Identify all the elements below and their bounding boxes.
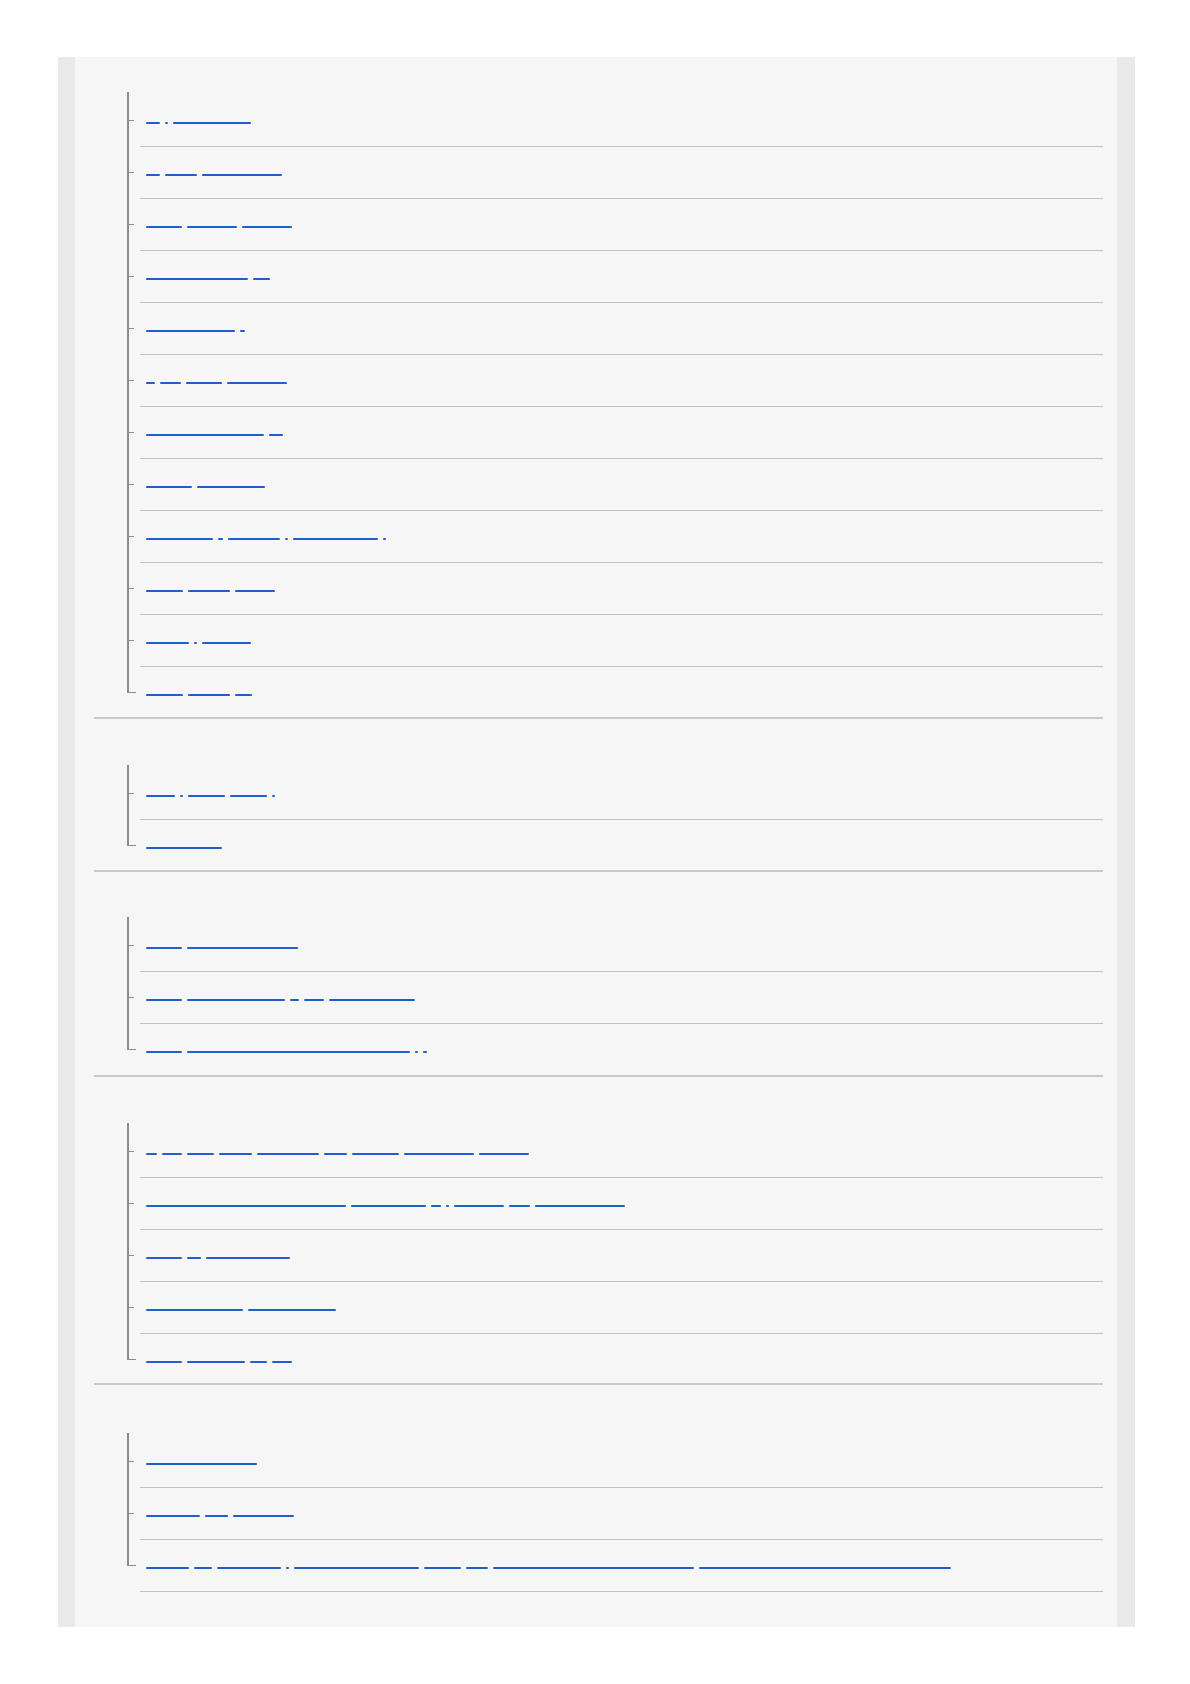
link-text-stroke	[146, 1309, 243, 1311]
link-text-stroke	[146, 1153, 157, 1155]
tree-branch	[127, 484, 134, 485]
list-item	[127, 511, 1103, 563]
topic-link[interactable]	[146, 781, 275, 797]
link-text-stroke	[173, 122, 251, 124]
link-text-stroke	[146, 278, 248, 280]
link-text-stroke	[162, 1153, 182, 1155]
tree-branch	[127, 692, 136, 693]
topic-link[interactable]	[146, 576, 275, 592]
link-text-stroke	[194, 1567, 212, 1569]
group-divider	[94, 1383, 1103, 1385]
link-text-stroke	[352, 1153, 399, 1155]
topic-link[interactable]	[146, 1191, 625, 1207]
tree-branch	[127, 1565, 136, 1566]
link-text-stroke	[146, 694, 183, 696]
link-text-stroke	[431, 1205, 441, 1207]
list-item	[127, 1024, 1103, 1076]
link-text-stroke	[351, 1205, 426, 1207]
list-item	[127, 251, 1103, 303]
group-divider	[94, 870, 1103, 872]
link-text-stroke	[187, 1257, 201, 1259]
list-item	[127, 768, 1103, 820]
tree-branch	[127, 120, 134, 121]
link-text-stroke	[304, 999, 324, 1001]
list-item	[127, 407, 1103, 459]
link-text-stroke	[146, 1515, 200, 1517]
list-item	[127, 667, 1103, 719]
tree-branch	[127, 588, 134, 589]
group-divider	[94, 1075, 1103, 1077]
topic-link[interactable]	[146, 833, 222, 849]
link-text-stroke	[240, 330, 245, 332]
link-text-stroke	[202, 174, 282, 176]
link-text-stroke	[165, 122, 168, 124]
topic-link[interactable]	[146, 316, 245, 332]
link-text-stroke	[286, 1567, 289, 1569]
tree-branch	[127, 1359, 136, 1360]
link-text-stroke	[165, 174, 197, 176]
link-text-stroke	[329, 999, 415, 1001]
link-text-stroke	[146, 1361, 182, 1363]
list-item	[127, 199, 1103, 251]
link-text-stroke	[424, 1567, 461, 1569]
link-groups	[75, 57, 1117, 1627]
link-text-stroke	[202, 642, 251, 644]
link-text-stroke	[146, 1051, 182, 1053]
link-text-stroke	[235, 590, 275, 592]
link-text-stroke	[146, 642, 189, 644]
topic-link[interactable]	[146, 524, 386, 540]
topic-link[interactable]	[146, 1347, 292, 1363]
link-text-stroke	[206, 1257, 290, 1259]
link-text-stroke	[415, 1051, 418, 1053]
link-text-stroke	[285, 538, 288, 540]
link-text-stroke	[146, 538, 213, 540]
link-text-stroke	[146, 226, 182, 228]
tree-branch	[127, 172, 134, 173]
list-item	[127, 972, 1103, 1024]
link-text-stroke	[197, 486, 265, 488]
link-text-stroke	[253, 278, 270, 280]
link-text-stroke	[294, 1567, 419, 1569]
link-text-stroke	[146, 434, 264, 436]
tree-branch	[127, 1203, 134, 1204]
link-text-stroke	[187, 226, 237, 228]
link-text-stroke	[187, 1051, 410, 1053]
link-text-stroke	[146, 847, 222, 849]
topic-link[interactable]	[146, 1295, 336, 1311]
link-text-stroke	[146, 486, 192, 488]
link-text-stroke	[187, 947, 298, 949]
tree-branch	[127, 328, 134, 329]
link-text-stroke	[235, 694, 252, 696]
link-text-stroke	[146, 1205, 346, 1207]
content-panel	[75, 57, 1117, 1627]
list-item	[127, 920, 1103, 972]
link-text-stroke	[250, 1361, 267, 1363]
list-item	[127, 1540, 1103, 1592]
tree-branch	[127, 845, 136, 846]
link-text-stroke	[146, 947, 182, 949]
link-text-stroke	[188, 795, 225, 797]
tree-branch	[127, 1307, 134, 1308]
link-text-stroke	[269, 434, 283, 436]
link-text-stroke	[160, 382, 181, 384]
topic-link[interactable]	[146, 1501, 294, 1517]
link-text-stroke	[219, 1153, 252, 1155]
topic-link[interactable]	[146, 680, 252, 696]
tree-branch	[127, 432, 134, 433]
link-text-stroke	[146, 122, 160, 124]
link-text-stroke	[509, 1205, 530, 1207]
link-text-stroke	[423, 1051, 427, 1053]
topic-link[interactable]	[146, 264, 270, 280]
list-item	[127, 563, 1103, 615]
tree-branch	[127, 1461, 134, 1462]
link-text-stroke	[227, 382, 287, 384]
topic-link[interactable]	[146, 108, 251, 124]
group-divider	[94, 717, 1103, 719]
link-text-stroke	[466, 1567, 488, 1569]
link-text-stroke	[479, 1153, 529, 1155]
tree-branch	[127, 997, 134, 998]
link-text-stroke	[324, 1153, 347, 1155]
topic-link[interactable]	[146, 420, 283, 436]
link-text-stroke	[194, 642, 197, 644]
link-text-stroke	[180, 795, 183, 797]
list-item	[127, 1282, 1103, 1334]
list-item	[127, 1230, 1103, 1282]
row-divider	[140, 1591, 1103, 1592]
tree-branch	[127, 1151, 134, 1152]
list-item	[127, 147, 1103, 199]
link-text-stroke	[217, 1567, 281, 1569]
link-text-stroke	[493, 1567, 694, 1569]
list-item	[127, 1178, 1103, 1230]
tree-branch	[127, 536, 134, 537]
tree-branch	[127, 793, 134, 794]
link-text-stroke	[146, 174, 160, 176]
topic-link[interactable]	[146, 628, 251, 644]
list-item	[127, 303, 1103, 355]
list-item	[127, 1334, 1103, 1386]
link-text-stroke	[242, 226, 292, 228]
link-text-stroke	[228, 538, 280, 540]
tree-branch	[127, 224, 134, 225]
link-text-stroke	[230, 795, 267, 797]
link-text-stroke	[404, 1153, 474, 1155]
topic-link[interactable]	[146, 933, 298, 949]
link-text-stroke	[186, 382, 222, 384]
list-item	[127, 1436, 1103, 1488]
link-text-stroke	[233, 1515, 294, 1517]
link-text-stroke	[188, 590, 230, 592]
topic-link[interactable]	[146, 212, 292, 228]
link-text-stroke	[248, 1309, 336, 1311]
topic-link[interactable]	[146, 985, 415, 1001]
link-text-stroke	[188, 694, 230, 696]
link-text-stroke	[146, 1257, 182, 1259]
link-text-stroke	[146, 1567, 189, 1569]
link-text-stroke	[187, 1361, 245, 1363]
list-item	[127, 1126, 1103, 1178]
topic-link[interactable]	[146, 472, 265, 488]
link-text-stroke	[383, 538, 386, 540]
tree-branch	[127, 1049, 136, 1050]
topic-link[interactable]	[146, 1139, 529, 1155]
topic-link[interactable]	[146, 1243, 290, 1259]
list-item	[127, 95, 1103, 147]
list-item	[127, 1488, 1103, 1540]
link-text-stroke	[146, 382, 155, 384]
tree-branch	[127, 380, 134, 381]
link-text-stroke	[146, 590, 183, 592]
list-item	[127, 820, 1103, 872]
tree-branch	[127, 945, 134, 946]
link-text-stroke	[146, 330, 235, 332]
link-text-stroke	[146, 999, 182, 1001]
topic-link[interactable]	[146, 160, 282, 176]
link-text-stroke	[272, 795, 275, 797]
topic-link[interactable]	[146, 1553, 951, 1569]
list-item	[127, 615, 1103, 667]
link-text-stroke	[454, 1205, 504, 1207]
link-text-stroke	[205, 1515, 228, 1517]
list-item	[127, 459, 1103, 511]
tree-branch	[127, 276, 134, 277]
list-item	[127, 355, 1103, 407]
link-text-stroke	[290, 999, 299, 1001]
link-text-stroke	[272, 1361, 292, 1363]
link-text-stroke	[187, 999, 285, 1001]
tree-branch	[127, 1513, 134, 1514]
link-text-stroke	[293, 538, 378, 540]
tree-branch	[127, 1255, 134, 1256]
link-text-stroke	[146, 1463, 257, 1465]
topic-link[interactable]	[146, 1449, 257, 1465]
topic-link[interactable]	[146, 1037, 427, 1053]
topic-link[interactable]	[146, 368, 287, 384]
link-text-stroke	[187, 1153, 214, 1155]
link-text-stroke	[218, 538, 223, 540]
link-text-stroke	[257, 1153, 319, 1155]
link-text-stroke	[446, 1205, 449, 1207]
tree-branch	[127, 640, 134, 641]
link-text-stroke	[699, 1567, 951, 1569]
link-text-stroke	[146, 795, 175, 797]
link-text-stroke	[535, 1205, 625, 1207]
